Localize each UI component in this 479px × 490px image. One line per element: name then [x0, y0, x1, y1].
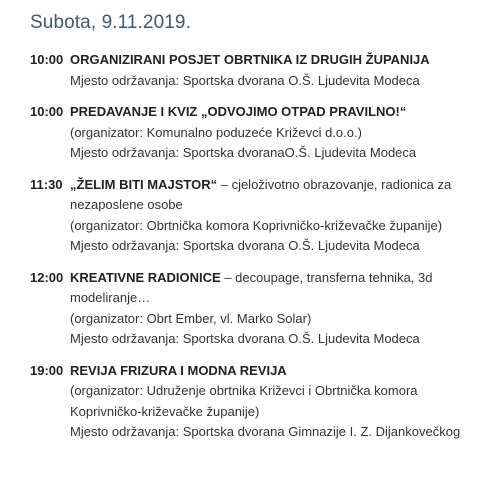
event-location: Mjesto održavanja: Sportska dvoranaO.Š. Ljudevita Modeca — [70, 145, 417, 160]
event-body — [70, 50, 461, 91]
event-time: 10:00 — [30, 52, 64, 67]
event-location: Mjesto održavanja: Sportska dvorana O.Š. Ljudevita Modeca — [70, 72, 420, 88]
event-title: „ŽELIM BITI MAJSTOR“ — [70, 176, 218, 192]
event-item — [30, 50, 461, 91]
event-heading-line — [70, 175, 461, 216]
event-item — [30, 268, 461, 350]
event-organizer: (organizator: Obrt Ember, vl. Marko Solar) — [70, 310, 312, 326]
event-heading-line — [70, 268, 461, 309]
event-body — [70, 268, 461, 350]
date-heading: Subota, 9.11.2019. — [30, 12, 191, 33]
event-body — [70, 361, 461, 443]
event-heading-line — [70, 50, 461, 71]
event-title: PREDAVANJE I KVIZ „ODVOJIMO OTPAD PRAVILNO!“ — [70, 104, 407, 119]
event-location: Mjesto održavanja: Sportska dvorana Gimnazije I. Z. Dijankovečkog — [70, 424, 461, 439]
event-item — [30, 102, 461, 164]
event-body — [70, 102, 461, 164]
event-organizer: (organizator: Udruženje obrtnika Križevci i Obrtnička komora Koprivničko-križevačke županije) — [70, 383, 418, 419]
event-heading-line — [70, 361, 461, 382]
event-location: Mjesto održavanja: Sportska dvorana O.Š. Ljudevita Modeca — [70, 331, 420, 346]
event-organizer: (organizator: Komunalno poduzeće Križevci d.o.o.) — [70, 124, 362, 140]
event-time: 10:00 — [30, 104, 64, 119]
event-body — [70, 175, 461, 257]
event-heading-line — [70, 102, 461, 123]
event-time: 12:00 — [30, 269, 64, 285]
event-title: KREATIVNE RADIONICE — [70, 269, 221, 285]
event-title: ORGANIZIRANI POSJET OBRTNIKA IZ DRUGIH ŽUPANIJA — [70, 52, 430, 67]
event-item — [30, 361, 461, 443]
event-description: – cjeloživotno obrazovanje, radionica za nezaposlene osobe — [70, 176, 452, 212]
event-title: REVIJA FRIZURA I MODNA REVIJA — [70, 362, 287, 378]
event-organizer: (organizator: Obrtnička komora Koprivničko-križevačke županije) — [70, 217, 443, 233]
event-description: – decoupage, transferna tehnika, 3d modeliranje… — [70, 269, 433, 305]
event-location: Mjesto održavanja: Sportska dvorana O.Š. Ljudevita Modeca — [70, 238, 420, 253]
event-item — [30, 175, 461, 257]
event-time: 11:30 — [30, 176, 63, 192]
event-time: 19:00 — [30, 362, 64, 378]
